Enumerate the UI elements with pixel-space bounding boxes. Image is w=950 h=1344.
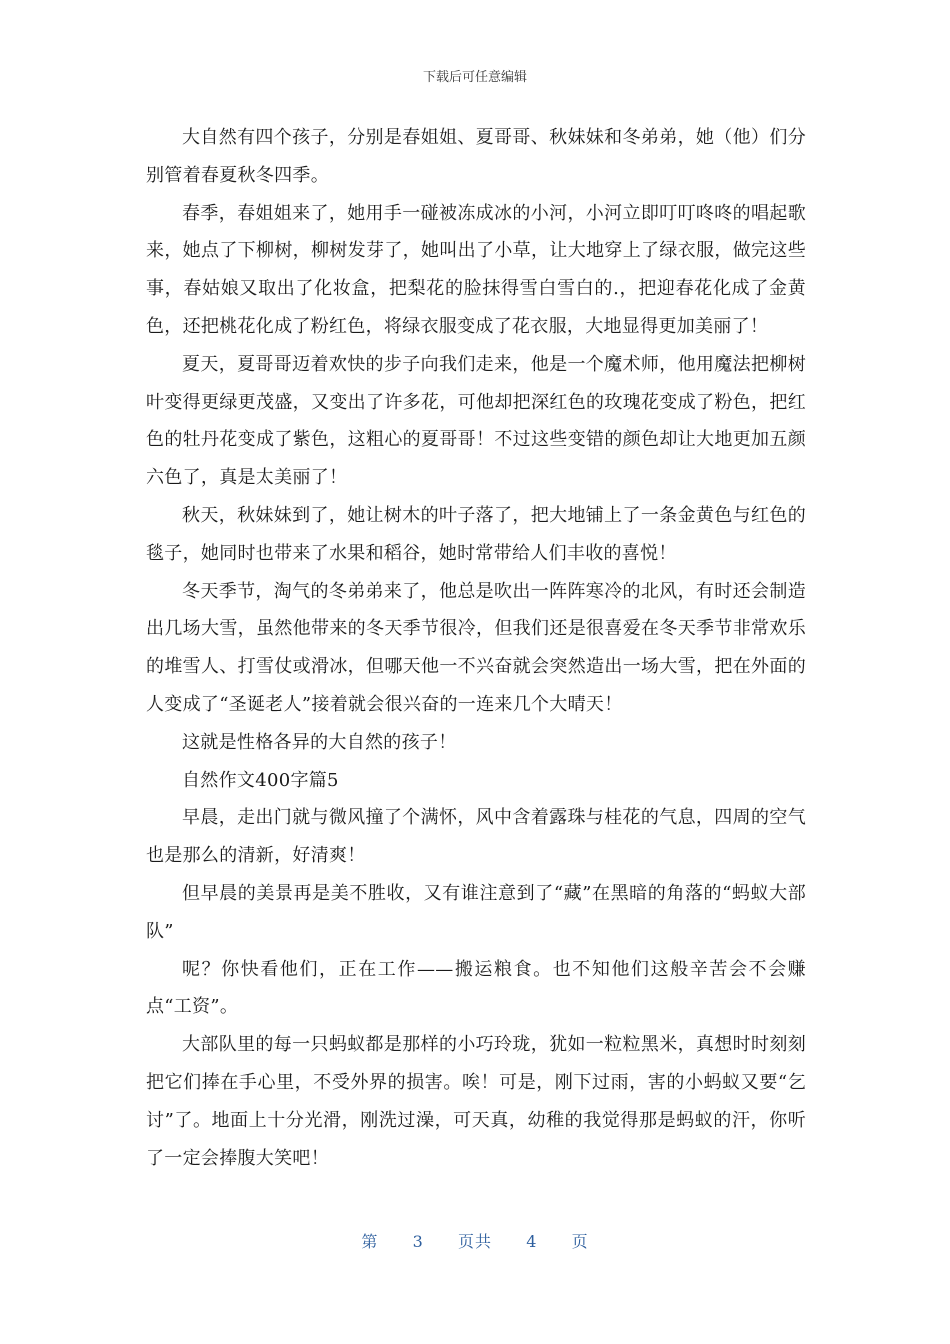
paragraph-conclusion: 这就是性格各异的大自然的孩子！ [182,731,457,753]
paragraph-morning: 早晨，走出门就与微风撞了个满怀，风中含着露珠与桂花的气息，四周的空气也是那么的清新，好清爽！ [146,807,806,867]
page-header: 下载后可任意编辑 [422,70,527,85]
page-number-total: 4 [526,1232,538,1251]
page-number-prefix: 第 [361,1232,379,1251]
paragraph-winter: 冬天季节，淘气的冬弟弟来了，他总是吹出一阵阵寒冷的北风，有时还会制造出几场大雪，虽然他带来的冬天季节很冷，但我们还是很喜爱在冬天季节非常欢乐的堆雪人、打雪仗或滑冰，但哪天他一不兴奋就会突然造出一场大雪，把在外面的人变成了“圣诞老人”接着就会很兴奋的一连来几个大晴天！ [146,580,806,715]
page-number-middle: 页共 [457,1232,492,1251]
section-heading: 自然作文400字篇5 [182,769,339,791]
page-number-current: 3 [412,1232,424,1251]
paragraph-ants-detail: 大部队里的每一只蚂蚁都是那样的小巧玲珑，犹如一粒粒黑米，真想时时刻刻把它们捧在手心里，不受外界的损害。唉！可是，刚下过雨，害的小蚂蚁又要“乞讨”了。地面上十分光滑，刚洗过澡，可天真，幼稚的我觉得那是蚂蚁的汗，你听了一定会捧腹大笑吧！ [146,1034,806,1169]
paragraph-autumn: 秋天，秋妹妹到了，她让树木的叶子落了，把大地铺上了一条金黄色与红色的毯子，她同时也带来了水果和稻谷，她时常带给人们丰收的喜悦！ [146,504,806,564]
paragraph-intro: 大自然有四个孩子，分别是春姐姐、夏哥哥、秋妹妹和冬弟弟，她（他）们分别管着春夏秋冬四季。 [146,127,806,186]
document-body [146,119,806,1177]
paragraph-spring: 春季，春姐姐来了，她用手一碰被冻成冰的小河，小河立即叮叮咚咚的唱起歌来，她点了下柳树，柳树发芽了，她叫出了小草，让大地穿上了绿衣服，做完这些事，春姑娘又取出了化妆盒，把梨花的脸抹得雪白雪白的.，把迎春花化成了金黄色，还把桃花化成了粉红色，将绿衣服变成了花衣服，大地显得更加美丽了！ [146,202,806,337]
paragraph-ants-work: 呢？你快看他们，正在工作——搬运粮食。也不知他们这般辛苦会不会赚点“工资”。 [146,958,806,1018]
page-footer [0,1229,950,1252]
page-number-suffix: 页 [571,1232,589,1251]
paragraph-summer: 夏天，夏哥哥迈着欢快的步子向我们走来，他是一个魔术师，他用魔法把柳树叶变得更绿更茂盛，又变出了许多花，可他却把深红色的玫瑰花变成了粉色，把红色的牡丹花变成了紫色，这粗心的夏哥哥！不过这些变错的颜色却让大地更加五颜六色了，真是太美丽了！ [146,353,806,489]
paragraph-ants-intro: 但早晨的美景再是美不胜收，又有谁注意到了“藏”在黑暗的角落的“蚂蚁大部队” [146,882,806,942]
